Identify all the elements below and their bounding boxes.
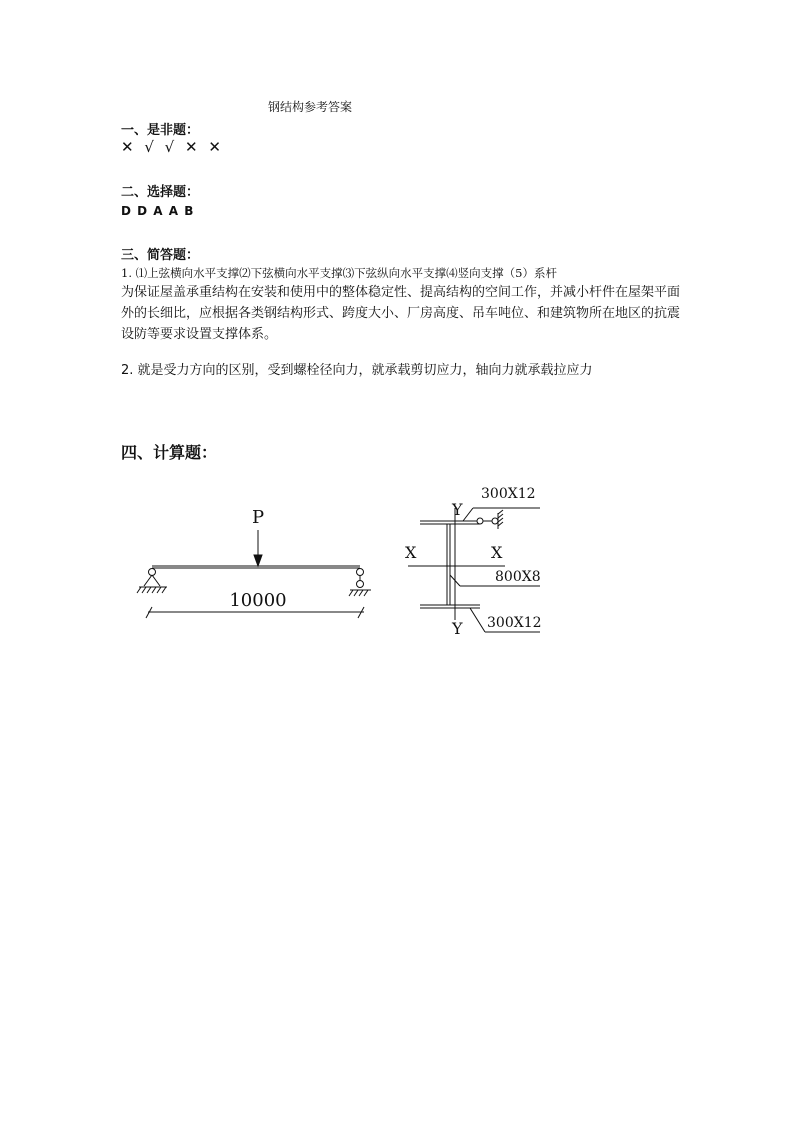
short-answer-q2: 2. 就是受力方向的区别，受到螺栓径向力，就承载剪切应力，轴向力就承载拉应力: [121, 363, 593, 378]
y-axis-label-top: Y: [452, 500, 463, 519]
section-heading-short-answer: 三、简答题：: [121, 248, 200, 263]
section-heading-true-false: 一、是非题：: [121, 123, 200, 138]
bottom-flange-label: 300X12: [487, 615, 542, 631]
section-heading-choice: 二、选择题：: [121, 185, 200, 200]
load-label: P: [251, 507, 265, 528]
x-axis-label-left: X: [405, 543, 417, 562]
x-axis-label-right: X: [491, 543, 503, 562]
true-false-answers: ✕ √ √ ✕ ✕: [121, 138, 223, 156]
document-title: 钢结构参考答案: [268, 100, 353, 114]
span-label: 10000: [229, 590, 287, 611]
section-heading-calculation: 四、计算题：: [121, 443, 218, 462]
short-answer-q1-list: 1. ⑴上弦横向水平支撑⑵下弦横向水平支撑⑶下弦纵向水平支撑⑷竖向支撑（5）系杆: [121, 266, 557, 280]
short-answer-q1-paragraph: 为保证屋盖承重结构在安装和使用中的整体稳定性、提高结构的空间工作，并减小杆件在屋架平面外的长细比，应根据各类钢结构形式、跨度大小、厂房高度、吊车吨位、和建筑物所在地区的抗震设防等要求设置支撑体系。: [121, 285, 681, 342]
choice-answers: D D A A B: [121, 204, 195, 218]
y-axis-label-bottom: Y: [452, 619, 463, 638]
web-label: 800X8: [495, 569, 541, 585]
top-flange-label: 300X12: [481, 486, 536, 502]
